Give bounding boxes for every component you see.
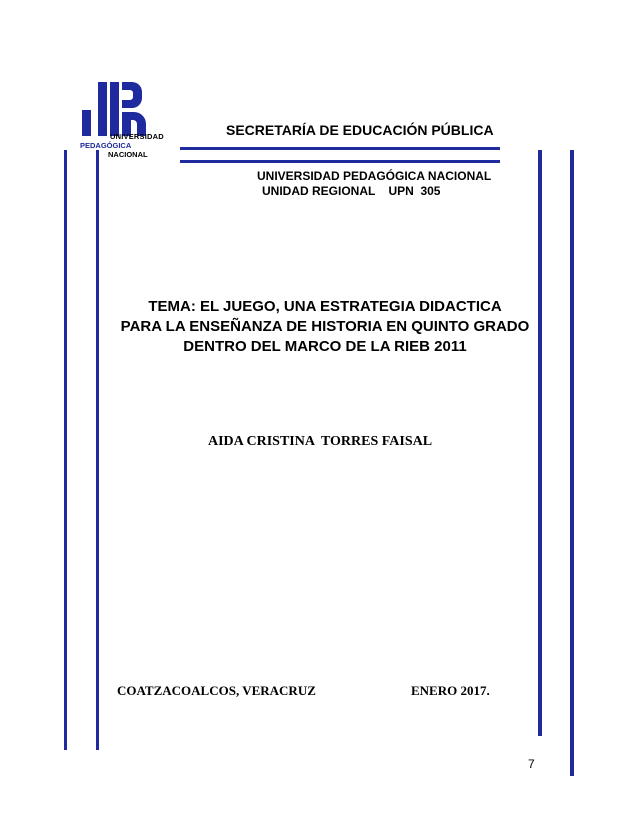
upn-logo: [80, 80, 180, 162]
right-border-line-outer: [570, 150, 574, 776]
page-number: 7: [528, 757, 535, 771]
right-border-line-inner: [538, 150, 542, 736]
header-rule-top: [180, 147, 500, 150]
author-name: AIDA CRISTINA TORRES FAISAL: [208, 434, 433, 449]
logo-text-universidad: UNIVERSIDAD: [110, 132, 164, 141]
tema-line-3: DENTRO DEL MARCO DE LA RIEB 2011: [183, 338, 467, 355]
footer-date: ENERO 2017.: [411, 683, 490, 698]
tema-line-2: PARA LA ENSEÑANZA DE HISTORIA EN QUINTO GRADO: [120, 318, 530, 335]
left-border-line-outer: [64, 150, 67, 750]
footer-place: COATZACOALCOS, VERACRUZ: [117, 683, 316, 698]
tema-title: [110, 297, 540, 357]
header-rule-bottom: [180, 160, 500, 163]
tema-line-1: TEMA: EL JUEGO, UNA ESTRATEGIA DIDACTICA: [148, 298, 502, 315]
left-border-line-inner: [96, 150, 99, 750]
upn-logo-mark: [80, 80, 180, 138]
logo-text-nacional: NACIONAL: [108, 150, 148, 159]
logo-text-pedagogica: PEDAGÓGICA: [80, 141, 132, 150]
universidad-heading: UNIVERSIDAD PEDAGÓGICA NACIONAL: [257, 169, 492, 183]
unidad-heading: UNIDAD REGIONAL UPN 305: [262, 184, 441, 198]
secretaria-heading: SECRETARÍA DE EDUCACIÓN PÚBLICA: [226, 122, 494, 138]
